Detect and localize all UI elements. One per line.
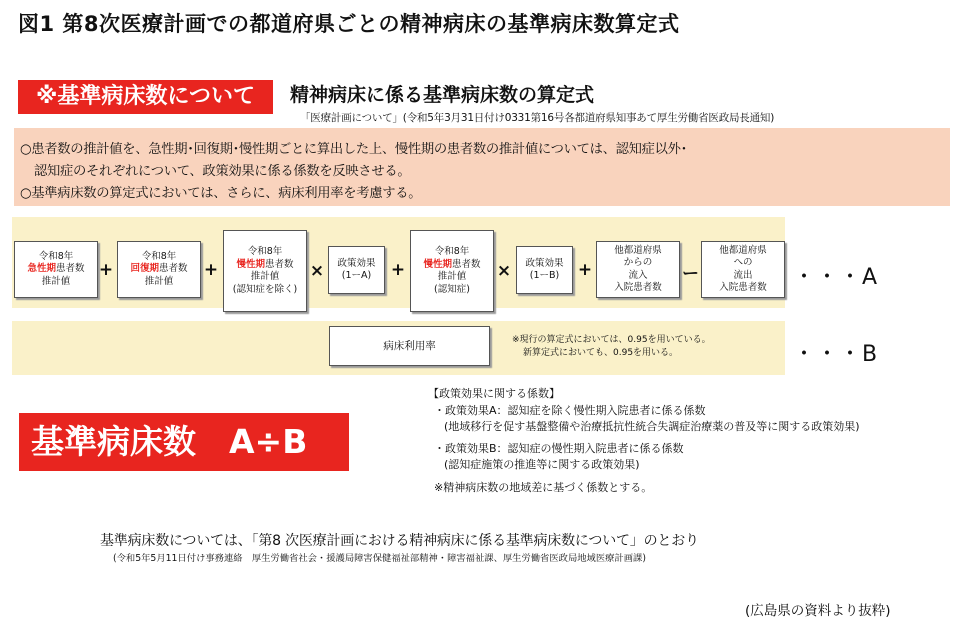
inflow-l4: 入院患者数: [614, 282, 662, 293]
occupancy-note: [512, 334, 711, 360]
notice-reference: 「医療計画について」(令和5年3月31日付け0331第16号各都道府県知事あて厚生労働省医政局長通知): [300, 112, 775, 124]
chronic2-condition: (認知症): [434, 283, 470, 295]
recovery-phase: 回復期: [130, 263, 159, 275]
recovery-box: [117, 241, 201, 298]
figure-title: 図1 第8次医療計画での都道府県ごとの精神病床の基準病床数算定式: [18, 12, 680, 36]
bottom-reference-detail: (令和5年5月11日付け事務連絡 厚生労働省社会・援護局障害保健福祉部精神・障害福祉課、厚生労働省医政局地域医療計画課): [113, 553, 646, 564]
summary-line-3: ○基準病床数の算定式においては、さらに、病床利用率を考慮する。: [20, 186, 422, 201]
minus-operator: ー: [682, 264, 699, 284]
policy-a-factor: (1ーA): [341, 270, 372, 281]
summary-line-1: ○患者数の推計値を、急性期･回復期･慢性期ごとに算出した上、慢性期の患者数の推計値については、認知症以外･: [20, 142, 687, 157]
outflow-box: [701, 241, 785, 298]
source-credit: (広島県の資料より抜粋): [745, 603, 891, 619]
inflow-box: [596, 241, 680, 298]
inflow-l1: 他都道府県: [614, 244, 662, 256]
policy-note: ※精神病床数の地域差に基づく係数とする。: [434, 480, 653, 494]
summary-panel: [14, 128, 950, 206]
plus-operator-1: +: [98, 260, 114, 280]
policy-b-label: 政策効果: [525, 257, 564, 269]
policy-b-detail: (認知症施策の推進等に関する政策効果): [444, 458, 640, 471]
chronic2-patients: 患者数: [452, 258, 481, 270]
chronic2-year: 令和8年: [434, 246, 470, 257]
outflow-l2: への: [733, 257, 753, 268]
policy-title: 【政策効果に関する係数】: [428, 387, 560, 400]
chronic1-condition: (認知症を除く): [232, 283, 298, 295]
occupancy-rate-box: [329, 326, 490, 366]
summary-line-2: 認知症のそれぞれについて、政策効果に係る係数を反映させる。: [34, 164, 411, 179]
outflow-l3: 流出: [733, 269, 753, 281]
outflow-l4: 入院患者数: [719, 282, 767, 293]
plus-operator-3: +: [390, 260, 406, 280]
acute-box: [14, 241, 98, 298]
recovery-patients: 患者数: [159, 263, 188, 275]
policy-effects-notes: [428, 386, 860, 496]
policy-effect-b-box: [516, 246, 573, 294]
policy-a-desc: ・政策効果A：認知症を除く慢性期入院患者に係る係数: [434, 403, 706, 417]
result-b: ・・・B: [793, 342, 879, 367]
chronic-excl-dementia-box: [223, 230, 307, 312]
chronic1-year: 令和8年: [247, 246, 283, 257]
section-badge: ※基準病床数について: [18, 80, 273, 114]
times-operator-1: ×: [309, 261, 325, 281]
result-a: ・・・A: [793, 265, 879, 290]
chronic1-patients: 患者数: [265, 258, 294, 270]
acute-patients: 患者数: [56, 263, 85, 275]
chronic-dementia-box: [410, 230, 494, 312]
occupancy-note-line-2: 新算定式においても、0.95を用いる。: [523, 348, 679, 358]
plus-operator-4: +: [577, 260, 593, 280]
policy-effect-a-box: [328, 246, 385, 294]
chronic1-estimate: 推計値: [250, 271, 280, 282]
acute-estimate: 推計値: [41, 275, 71, 287]
policy-b-desc: ・政策効果B：認知症の慢性期入院患者に係る係数: [434, 441, 684, 455]
policy-b-factor: (1ーB): [529, 270, 560, 281]
standard-beds-formula-label: 基準病床数 A÷B: [19, 413, 349, 471]
policy-a-label: 政策効果: [337, 257, 376, 269]
bottom-reference-line: 基準病床数については、「第8 次医療計画における精神病床に係る基準病床数について」のとおり: [100, 533, 699, 549]
section-heading: 精神病床に係る基準病床数の算定式: [290, 84, 595, 106]
inflow-l2: からの: [623, 257, 653, 268]
chronic2-estimate: 推計値: [437, 271, 467, 282]
recovery-estimate: 推計値: [144, 275, 174, 287]
occupancy-note-line-1: ※現行の算定式においては、0.95を用いている。: [512, 335, 711, 345]
recovery-year: 令和8年: [141, 250, 177, 262]
plus-operator-2: +: [203, 260, 219, 280]
outflow-l1: 他都道府県: [719, 244, 767, 256]
policy-a-detail: (地域移行を促す基盤整備や治療抵抗性統合失調症治療薬の普及等に関する政策効果): [444, 420, 860, 433]
chronic2-phase: 慢性期: [423, 258, 452, 270]
times-operator-2: ×: [496, 261, 512, 281]
occupancy-rate-label: 病床利用率: [383, 339, 436, 352]
chronic1-phase: 慢性期: [236, 258, 265, 270]
acute-phase: 急性期: [27, 263, 56, 275]
inflow-l3: 流入: [628, 269, 648, 281]
acute-year: 令和8年: [38, 250, 74, 262]
